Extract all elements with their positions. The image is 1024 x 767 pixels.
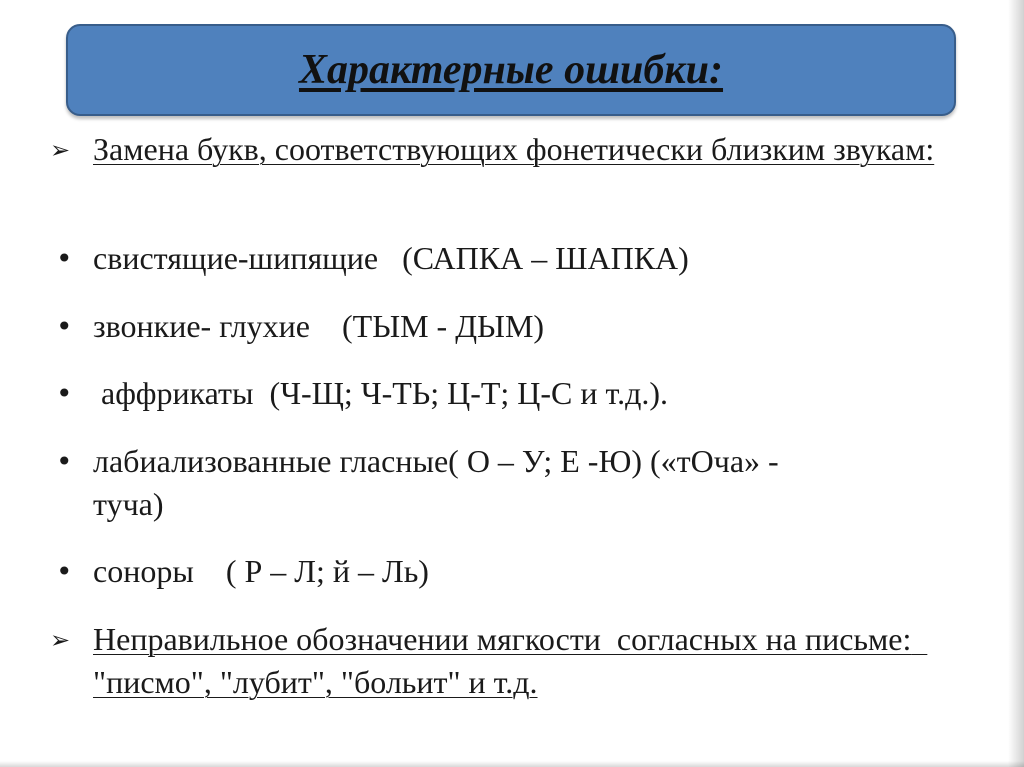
dot-bullet-icon: •: [56, 377, 73, 410]
item-text: лабиализованные гласные( О – У; Е -Ю) («тОча» - туча): [93, 443, 779, 522]
item-text: Неправильное обозначении мягкости согласных на письме: "писмо", "лубит", "больит" и т.д.: [93, 621, 928, 700]
item-text: звонкие- глухие (ТЫМ - ДЫМ): [93, 308, 545, 344]
arrow-bullet-icon: ➢: [50, 626, 71, 654]
dot-bullet-icon: •: [56, 242, 73, 275]
item-text: свистящие-шипящие (САПКА – ШАПКА): [93, 240, 689, 276]
item-text: аффрикаты (Ч-Щ; Ч-ТЬ; Ц-Т; Ц-С и т.д.).: [93, 375, 669, 411]
dot-bullet-icon: •: [56, 445, 73, 478]
item-text: Замена букв, соответствующих фонетически близким звукам:: [93, 131, 935, 167]
dot-bullet-icon: •: [56, 310, 73, 343]
slide-title: Характерные ошибки:: [298, 47, 724, 93]
dot-bullet-icon: •: [56, 555, 73, 588]
item-text: соноры ( Р – Л; й – Ль): [93, 553, 429, 589]
arrow-bullet-icon: ➢: [50, 136, 71, 164]
